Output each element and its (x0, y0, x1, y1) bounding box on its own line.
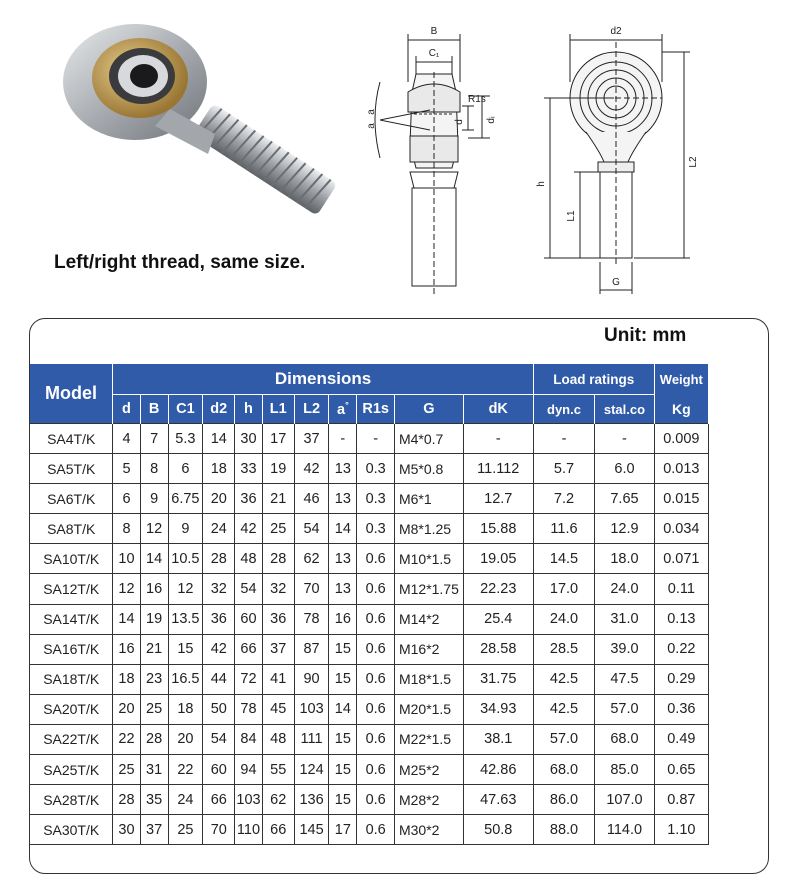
cell-B: 31 (140, 755, 168, 785)
cell-L2: 87 (294, 634, 328, 664)
dim-d2-label: d2 (610, 26, 622, 37)
cell-B: 35 (140, 785, 168, 815)
cell-weight: 0.29 (654, 664, 708, 694)
col-header-d: d (113, 395, 140, 424)
cell-d2: 36 (203, 604, 235, 634)
cell-d: 16 (113, 634, 140, 664)
cell-h: 33 (235, 454, 262, 484)
cell-h: 42 (235, 514, 262, 544)
table-row (30, 755, 709, 785)
cell-d: 18 (113, 664, 140, 694)
cell-d: 14 (113, 604, 140, 634)
cell-R1s: 0.6 (357, 544, 395, 574)
table-row (30, 574, 709, 604)
cell-stal-co: 7.65 (595, 484, 654, 514)
dim-d-label: d (454, 119, 465, 125)
cell-dK: 19.05 (463, 544, 533, 574)
cell-a: 15 (329, 634, 357, 664)
angle-a-label-2: a (366, 123, 377, 129)
cell-d2: 32 (203, 574, 235, 604)
col-header-h: h (235, 395, 262, 424)
cell-h: 30 (235, 424, 262, 454)
table-row (30, 634, 709, 664)
cell-d: 22 (113, 724, 140, 754)
cell-L1: 45 (262, 694, 294, 724)
cell-G: M25*2 (394, 755, 463, 785)
col-header-L2: L2 (294, 395, 328, 424)
cell-C1: 18 (168, 694, 202, 724)
cell-weight: 0.11 (654, 574, 708, 604)
load-ratings-group-header: Load ratings (533, 364, 654, 395)
cell-B: 7 (140, 424, 168, 454)
cell-dyn-c: 42.5 (533, 694, 595, 724)
cell-dyn-c: 5.7 (533, 454, 595, 484)
cell-h: 54 (235, 574, 262, 604)
cell-dK: 42.86 (463, 755, 533, 785)
cell-B: 25 (140, 694, 168, 724)
cell-L1: 48 (262, 724, 294, 754)
cell-L1: 32 (262, 574, 294, 604)
cell-stal-co: 114.0 (595, 815, 654, 845)
cell-L2: 42 (294, 454, 328, 484)
table-row (30, 694, 709, 724)
cell-G: M20*1.5 (394, 694, 463, 724)
cell-dK: - (463, 424, 533, 454)
cell-G: M22*1.5 (394, 724, 463, 754)
col-header-stal-co: stal.co (595, 395, 654, 424)
cell-model: SA4T/K (30, 424, 113, 454)
cell-a: 15 (329, 724, 357, 754)
cell-G: M16*2 (394, 634, 463, 664)
col-header-dK: dK (463, 395, 533, 424)
cell-R1s: 0.6 (357, 755, 395, 785)
cell-L1: 37 (262, 634, 294, 664)
cell-stal-co: 107.0 (595, 785, 654, 815)
table-row (30, 785, 709, 815)
cell-L2: 54 (294, 514, 328, 544)
col-header-weight-unit: Kg (654, 395, 708, 424)
cell-dyn-c: 17.0 (533, 574, 595, 604)
unit-label: Unit: mm (604, 325, 687, 346)
cell-B: 23 (140, 664, 168, 694)
cell-R1s: 0.6 (357, 815, 395, 845)
cell-a: 13 (329, 454, 357, 484)
col-header-L1: L1 (262, 395, 294, 424)
cell-model: SA6T/K (30, 484, 113, 514)
cell-h: 60 (235, 604, 262, 634)
cell-C1: 15 (168, 634, 202, 664)
cell-R1s: 0.6 (357, 724, 395, 754)
cell-d2: 50 (203, 694, 235, 724)
cell-R1s: 0.3 (357, 484, 395, 514)
dim-di-label: dᵢ (486, 116, 497, 124)
cell-G: M14*2 (394, 604, 463, 634)
table-row (30, 424, 709, 454)
cell-weight: 1.10 (654, 815, 708, 845)
cell-G: M28*2 (394, 785, 463, 815)
cell-d: 30 (113, 815, 140, 845)
cell-dyn-c: 86.0 (533, 785, 595, 815)
cell-stal-co: 24.0 (595, 574, 654, 604)
cell-B: 21 (140, 634, 168, 664)
cell-model: SA18T/K (30, 664, 113, 694)
cell-C1: 6.75 (168, 484, 202, 514)
cell-weight: 0.034 (654, 514, 708, 544)
cell-stal-co: 18.0 (595, 544, 654, 574)
cell-h: 110 (235, 815, 262, 845)
cell-L1: 41 (262, 664, 294, 694)
thread-note-caption: Left/right thread, same size. (54, 252, 306, 273)
cell-R1s: 0.6 (357, 634, 395, 664)
cell-G: M8*1.25 (394, 514, 463, 544)
cell-d: 20 (113, 694, 140, 724)
cell-d2: 66 (203, 785, 235, 815)
cell-d: 8 (113, 514, 140, 544)
cell-L1: 21 (262, 484, 294, 514)
cell-dyn-c: 57.0 (533, 724, 595, 754)
cell-stal-co: 39.0 (595, 634, 654, 664)
cell-R1s: 0.6 (357, 694, 395, 724)
angle-a-label-1: a (366, 109, 377, 115)
front-view-drawing (530, 12, 710, 302)
cell-stal-co: 68.0 (595, 724, 654, 754)
cell-C1: 20 (168, 724, 202, 754)
cell-dK: 25.4 (463, 604, 533, 634)
cell-d: 4 (113, 424, 140, 454)
cell-model: SA22T/K (30, 724, 113, 754)
cell-dK: 38.1 (463, 724, 533, 754)
cell-d2: 14 (203, 424, 235, 454)
cell-C1: 13.5 (168, 604, 202, 634)
cell-weight: 0.13 (654, 604, 708, 634)
cell-G: M10*1.5 (394, 544, 463, 574)
cell-G: M18*1.5 (394, 664, 463, 694)
cell-dK: 22.23 (463, 574, 533, 604)
cell-a: 13 (329, 574, 357, 604)
cell-L2: 124 (294, 755, 328, 785)
cell-weight: 0.013 (654, 454, 708, 484)
cell-L1: 55 (262, 755, 294, 785)
cell-G: M30*2 (394, 815, 463, 845)
cell-model: SA5T/K (30, 454, 113, 484)
cell-a: 13 (329, 544, 357, 574)
cell-L2: 145 (294, 815, 328, 845)
weight-column-header: Weight (654, 364, 708, 395)
cell-stal-co: 47.5 (595, 664, 654, 694)
dim-G-label: G (612, 277, 620, 288)
cell-d: 5 (113, 454, 140, 484)
cell-L2: 111 (294, 724, 328, 754)
cell-weight: 0.49 (654, 724, 708, 754)
cell-stal-co: 31.0 (595, 604, 654, 634)
cell-L1: 66 (262, 815, 294, 845)
cell-h: 94 (235, 755, 262, 785)
cell-L1: 25 (262, 514, 294, 544)
cell-d2: 20 (203, 484, 235, 514)
cell-a: 15 (329, 664, 357, 694)
cell-h: 84 (235, 724, 262, 754)
cell-h: 36 (235, 484, 262, 514)
cell-d2: 44 (203, 664, 235, 694)
model-column-header: Model (30, 364, 113, 424)
cell-stal-co: 6.0 (595, 454, 654, 484)
cell-B: 37 (140, 815, 168, 845)
rod-end-product-image (40, 14, 340, 240)
col-header-a-degree (329, 395, 357, 424)
cell-L1: 36 (262, 604, 294, 634)
dim-L2-label: L2 (688, 156, 699, 168)
cell-weight: 0.22 (654, 634, 708, 664)
cell-C1: 12 (168, 574, 202, 604)
cell-dyn-c: 42.5 (533, 664, 595, 694)
cell-d2: 24 (203, 514, 235, 544)
cell-a: 17 (329, 815, 357, 845)
cell-L1: 28 (262, 544, 294, 574)
cell-model: SA12T/K (30, 574, 113, 604)
cell-C1: 22 (168, 755, 202, 785)
cell-L2: 90 (294, 664, 328, 694)
cell-L2: 46 (294, 484, 328, 514)
cell-dK: 15.88 (463, 514, 533, 544)
cell-a: 14 (329, 694, 357, 724)
cell-B: 14 (140, 544, 168, 574)
cell-G: M6*1 (394, 484, 463, 514)
cell-C1: 5.3 (168, 424, 202, 454)
cell-h: 103 (235, 785, 262, 815)
cell-h: 72 (235, 664, 262, 694)
cell-R1s: - (357, 424, 395, 454)
cell-dyn-c: 88.0 (533, 815, 595, 845)
cell-G: M5*0.8 (394, 454, 463, 484)
cell-dyn-c: 11.6 (533, 514, 595, 544)
cell-R1s: 0.6 (357, 664, 395, 694)
cell-weight: 0.65 (654, 755, 708, 785)
cell-h: 66 (235, 634, 262, 664)
table-row (30, 815, 709, 845)
specification-table (29, 364, 709, 845)
cell-L2: 78 (294, 604, 328, 634)
spec-table-body (30, 424, 709, 845)
cell-B: 8 (140, 454, 168, 484)
cell-dyn-c: - (533, 424, 595, 454)
cell-a: 14 (329, 514, 357, 544)
cell-a: 15 (329, 755, 357, 785)
dim-R1s-label: R1s (468, 94, 486, 105)
cell-weight: 0.36 (654, 694, 708, 724)
cell-C1: 10.5 (168, 544, 202, 574)
degree-mark: ° (345, 400, 349, 411)
cell-G: M4*0.7 (394, 424, 463, 454)
cell-stal-co: 85.0 (595, 755, 654, 785)
cell-dK: 28.58 (463, 634, 533, 664)
cell-L2: 136 (294, 785, 328, 815)
cell-model: SA25T/K (30, 755, 113, 785)
cell-model: SA14T/K (30, 604, 113, 634)
cell-dyn-c: 7.2 (533, 484, 595, 514)
cell-model: SA28T/K (30, 785, 113, 815)
cell-d: 6 (113, 484, 140, 514)
cell-C1: 24 (168, 785, 202, 815)
col-header-d2: d2 (203, 395, 235, 424)
cell-L2: 62 (294, 544, 328, 574)
cell-B: 16 (140, 574, 168, 604)
table-row (30, 604, 709, 634)
cell-L2: 37 (294, 424, 328, 454)
cell-stal-co: - (595, 424, 654, 454)
cell-d2: 18 (203, 454, 235, 484)
cell-model: SA30T/K (30, 815, 113, 845)
col-header-dyn-c: dyn.c (533, 395, 595, 424)
cell-a: 16 (329, 604, 357, 634)
cell-d: 25 (113, 755, 140, 785)
cell-dyn-c: 68.0 (533, 755, 595, 785)
table-row (30, 724, 709, 754)
cell-d2: 70 (203, 815, 235, 845)
cell-d2: 60 (203, 755, 235, 785)
col-header-G: G (394, 395, 463, 424)
cell-dK: 47.63 (463, 785, 533, 815)
dim-h-label: h (536, 181, 547, 187)
cell-R1s: 0.3 (357, 514, 395, 544)
cell-R1s: 0.3 (357, 454, 395, 484)
table-row (30, 484, 709, 514)
cell-L1: 62 (262, 785, 294, 815)
cell-dK: 11.112 (463, 454, 533, 484)
cell-d2: 28 (203, 544, 235, 574)
col-header-C1: C1 (168, 395, 202, 424)
cell-B: 28 (140, 724, 168, 754)
cell-a: - (329, 424, 357, 454)
table-row (30, 454, 709, 484)
cell-model: SA20T/K (30, 694, 113, 724)
cell-d: 12 (113, 574, 140, 604)
cell-dyn-c: 14.5 (533, 544, 595, 574)
dimensions-group-header: Dimensions (113, 364, 533, 395)
cell-stal-co: 12.9 (595, 514, 654, 544)
cell-h: 48 (235, 544, 262, 574)
cell-C1: 16.5 (168, 664, 202, 694)
cell-weight: 0.015 (654, 484, 708, 514)
cell-weight: 0.071 (654, 544, 708, 574)
cell-R1s: 0.6 (357, 574, 395, 604)
cell-L2: 70 (294, 574, 328, 604)
col-header-R1s: R1s (357, 395, 395, 424)
col-header-a: a (337, 401, 346, 418)
cell-dyn-c: 28.5 (533, 634, 595, 664)
cell-a: 13 (329, 484, 357, 514)
cell-h: 78 (235, 694, 262, 724)
side-section-drawing (350, 12, 510, 302)
dim-L1-label: L1 (566, 210, 577, 222)
cell-dK: 34.93 (463, 694, 533, 724)
cell-C1: 6 (168, 454, 202, 484)
cell-C1: 25 (168, 815, 202, 845)
cell-d: 28 (113, 785, 140, 815)
cell-a: 15 (329, 785, 357, 815)
cell-model: SA8T/K (30, 514, 113, 544)
cell-weight: 0.009 (654, 424, 708, 454)
cell-L2: 103 (294, 694, 328, 724)
cell-R1s: 0.6 (357, 785, 395, 815)
cell-dK: 12.7 (463, 484, 533, 514)
cell-R1s: 0.6 (357, 604, 395, 634)
cell-dK: 31.75 (463, 664, 533, 694)
cell-B: 19 (140, 604, 168, 634)
dim-C1-label: C₁ (428, 48, 440, 59)
cell-model: SA10T/K (30, 544, 113, 574)
cell-G: M12*1.75 (394, 574, 463, 604)
cell-B: 12 (140, 514, 168, 544)
cell-dK: 50.8 (463, 815, 533, 845)
dim-B-label: B (430, 26, 438, 37)
cell-L1: 17 (262, 424, 294, 454)
table-row (30, 664, 709, 694)
cell-L1: 19 (262, 454, 294, 484)
cell-model: SA16T/K (30, 634, 113, 664)
col-header-B: B (140, 395, 168, 424)
cell-weight: 0.87 (654, 785, 708, 815)
cell-dyn-c: 24.0 (533, 604, 595, 634)
cell-d2: 42 (203, 634, 235, 664)
table-row (30, 514, 709, 544)
cell-B: 9 (140, 484, 168, 514)
cell-stal-co: 57.0 (595, 694, 654, 724)
cell-C1: 9 (168, 514, 202, 544)
cell-d2: 54 (203, 724, 235, 754)
table-row (30, 544, 709, 574)
cell-d: 10 (113, 544, 140, 574)
